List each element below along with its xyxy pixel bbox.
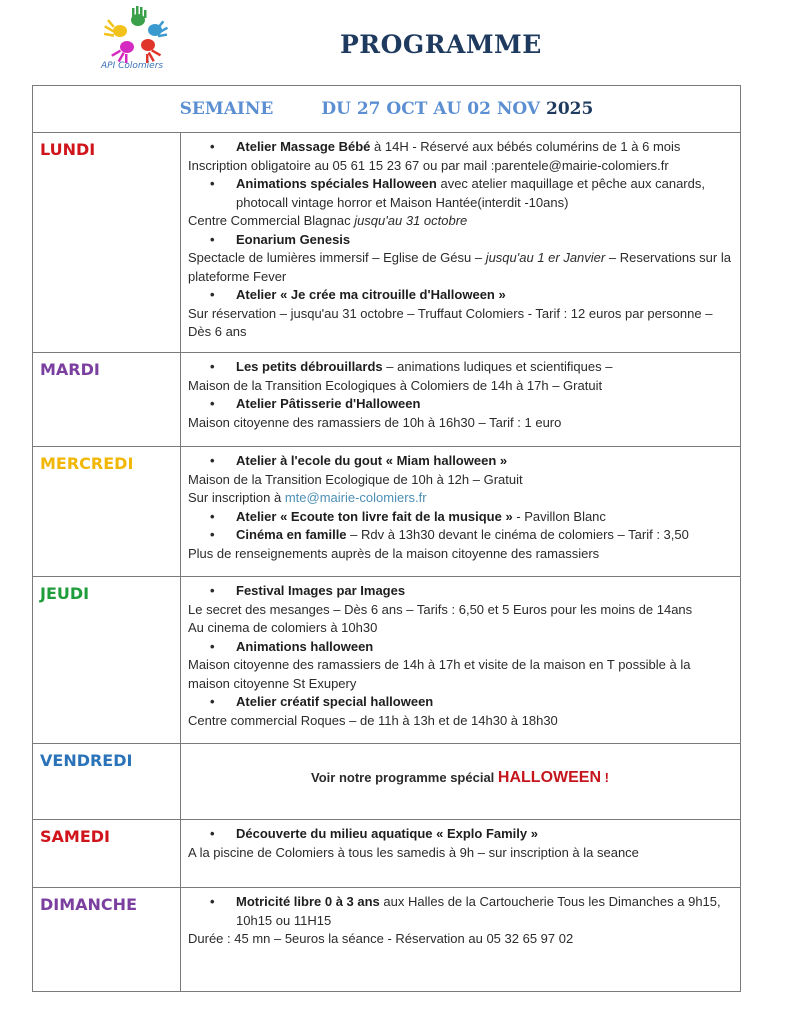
day-row-jeudi [33,577,741,744]
event-title: Les petits débrouillards [236,359,383,374]
event-title: Motricité libre 0 à 3 ans [236,894,380,909]
week-label: SEMAINE [179,99,274,119]
event-info [188,249,732,286]
event-info-italic: jusqu'au 31 octobre [354,213,468,228]
event-item [188,893,732,930]
event-info: Maison de la Transition Ecologique de 10h à 12h – Gratuit [188,471,523,487]
day-label-mardi: MARDI [33,353,181,447]
day-row-samedi [33,820,741,888]
event-item [188,638,732,657]
event-detail: – Rdv à 13h30 devant le cinéma de colomiers – Tarif : 3,50 [346,527,689,542]
event-info: Inscription obligatoire au 05 61 15 23 67 ou par mail :parentele@mairie-colomiers.fr [188,157,669,173]
event-title: Atelier « Ecoute ton livre fait de la musique » [236,508,513,524]
event-title: Atelier « Je crée ma citrouille d'Halloween » [236,287,506,302]
event-detail: – animations ludiques et scientifiques – [382,359,613,374]
day-content-samedi [181,820,741,888]
event-info-text: Centre Commercial Blagnac [188,213,355,228]
event-info: Maison de la Transition Ecologiques à Colomiers de 14h à 17h – Gratuit [188,377,603,393]
event-info-italic: jusqu'au 1 er Janvier [485,250,606,265]
day-row-mardi [33,353,741,447]
event-item [188,693,732,712]
event-item [188,508,732,527]
event-info: Plus de renseignements auprès de la maison citoyenne des ramassiers [188,545,600,561]
day-content-dimanche [181,888,741,992]
event-title: Atelier Massage Bébé [236,139,371,154]
event-detail: - Pavillon Blanc [512,508,606,524]
event-item [188,582,732,601]
event-detail: avec atelier maquillage et pêche aux canards, photocall vintage horror et Maison Hantée(interdit -10ans) [236,176,705,210]
event-info: Centre commercial Roques – de 11h à 13h et de 14h30 à 18h30 [188,712,558,728]
event-title: Atelier à l'ecole du gout « Miam halloween » [236,453,508,468]
event-item [188,175,732,212]
event-title: Animations halloween [236,638,374,654]
event-info: Sur réservation – jusqu'au 31 octobre – Truffaut Colomiers - Tarif : 12 euros par personne – Dès 6 ans [188,305,713,339]
event-title: Cinéma en famille [236,527,347,542]
week-header [33,86,741,133]
day-row-vendredi [33,744,741,820]
hands-logo-icon [100,4,176,64]
day-label-lundi: LUNDI [33,133,181,353]
event-info: Le secret des mesanges – Dès 6 ans – Tarifs : 6,50 et 5 Euros pour les moins de 14ans [188,601,693,617]
event-info: Durée : 45 mn – 5euros la séance - Réservation au 05 32 65 97 02 [188,931,574,946]
day-content-jeudi [181,577,741,744]
event-title: Eonarium Genesis [236,231,351,247]
event-item [188,526,732,545]
page-title: PROGRAMME [340,30,542,59]
notice-suffix: ! [601,770,609,785]
programme-table [32,85,741,992]
event-title: Festival Images par Images [236,583,406,598]
event-item [188,138,732,157]
event-detail: à 14H - Réservé aux bébés columérins de 1 à 6 mois [370,139,681,154]
event-item [188,825,732,844]
email-link[interactable]: mte@mairie-colomiers.fr [284,490,427,505]
day-content-mercredi [181,447,741,577]
day-label-dimanche: DIMANCHE [33,888,181,992]
day-label-vendredi: VENDREDI [33,744,181,820]
week-range: DU 27 OCT AU 02 NOV [321,99,541,119]
event-item [188,286,732,305]
week-year: 2025 [546,99,594,119]
day-label-samedi: SAMEDI [33,820,181,888]
event-title: Animations spéciales Halloween [236,176,437,191]
notice-text: Voir notre programme spécial [311,770,498,785]
day-label-mercredi: MERCREDI [33,447,181,577]
halloween-highlight: HALLOWEEN [497,769,602,786]
event-info-text: Spectacle de lumières immersif – Eglise de Gésu – [188,250,486,265]
day-content-lundi [181,133,741,353]
week-row [33,86,741,133]
event-info: A la piscine de Colomiers à tous les samedis à 9h – sur inscription à la seance [188,844,639,860]
day-row-lundi [33,133,741,353]
day-label-jeudi: JEUDI [33,577,181,744]
event-detail: aux Halles de la Cartoucherie Tous les Dimanches a 9h15, 10h15 ou 11H15 [236,894,721,928]
event-info: Maison citoyenne des ramassiers de 14h à 17h et visite de la maison en T possible à la maison citoyenne St Exupery [188,657,691,691]
event-info [188,212,732,231]
day-row-dimanche [33,888,741,992]
event-info: Au cinema de colomiers à 10h30 [188,620,378,635]
day-content-mardi [181,353,741,447]
event-item [188,231,732,250]
event-title: Atelier Pâtisserie d'Halloween [236,396,421,411]
logo-text: API Colomiers [101,61,164,71]
day-content-vendredi [181,744,741,820]
event-title: Découverte du milieu aquatique « Explo Family » [236,826,538,841]
day-row-mercredi [33,447,741,577]
event-info [188,489,732,508]
event-item [188,452,732,471]
event-info: Maison citoyenne des ramassiers de 10h à 16h30 – Tarif : 1 euro [188,414,562,430]
event-item [188,395,732,414]
halloween-notice [188,769,732,788]
event-item [188,358,732,377]
event-info-text: Sur inscription à [188,490,285,505]
event-info-end: – Reservations sur la plateforme Fever [188,250,731,284]
event-title: Atelier créatif special halloween [236,694,434,709]
